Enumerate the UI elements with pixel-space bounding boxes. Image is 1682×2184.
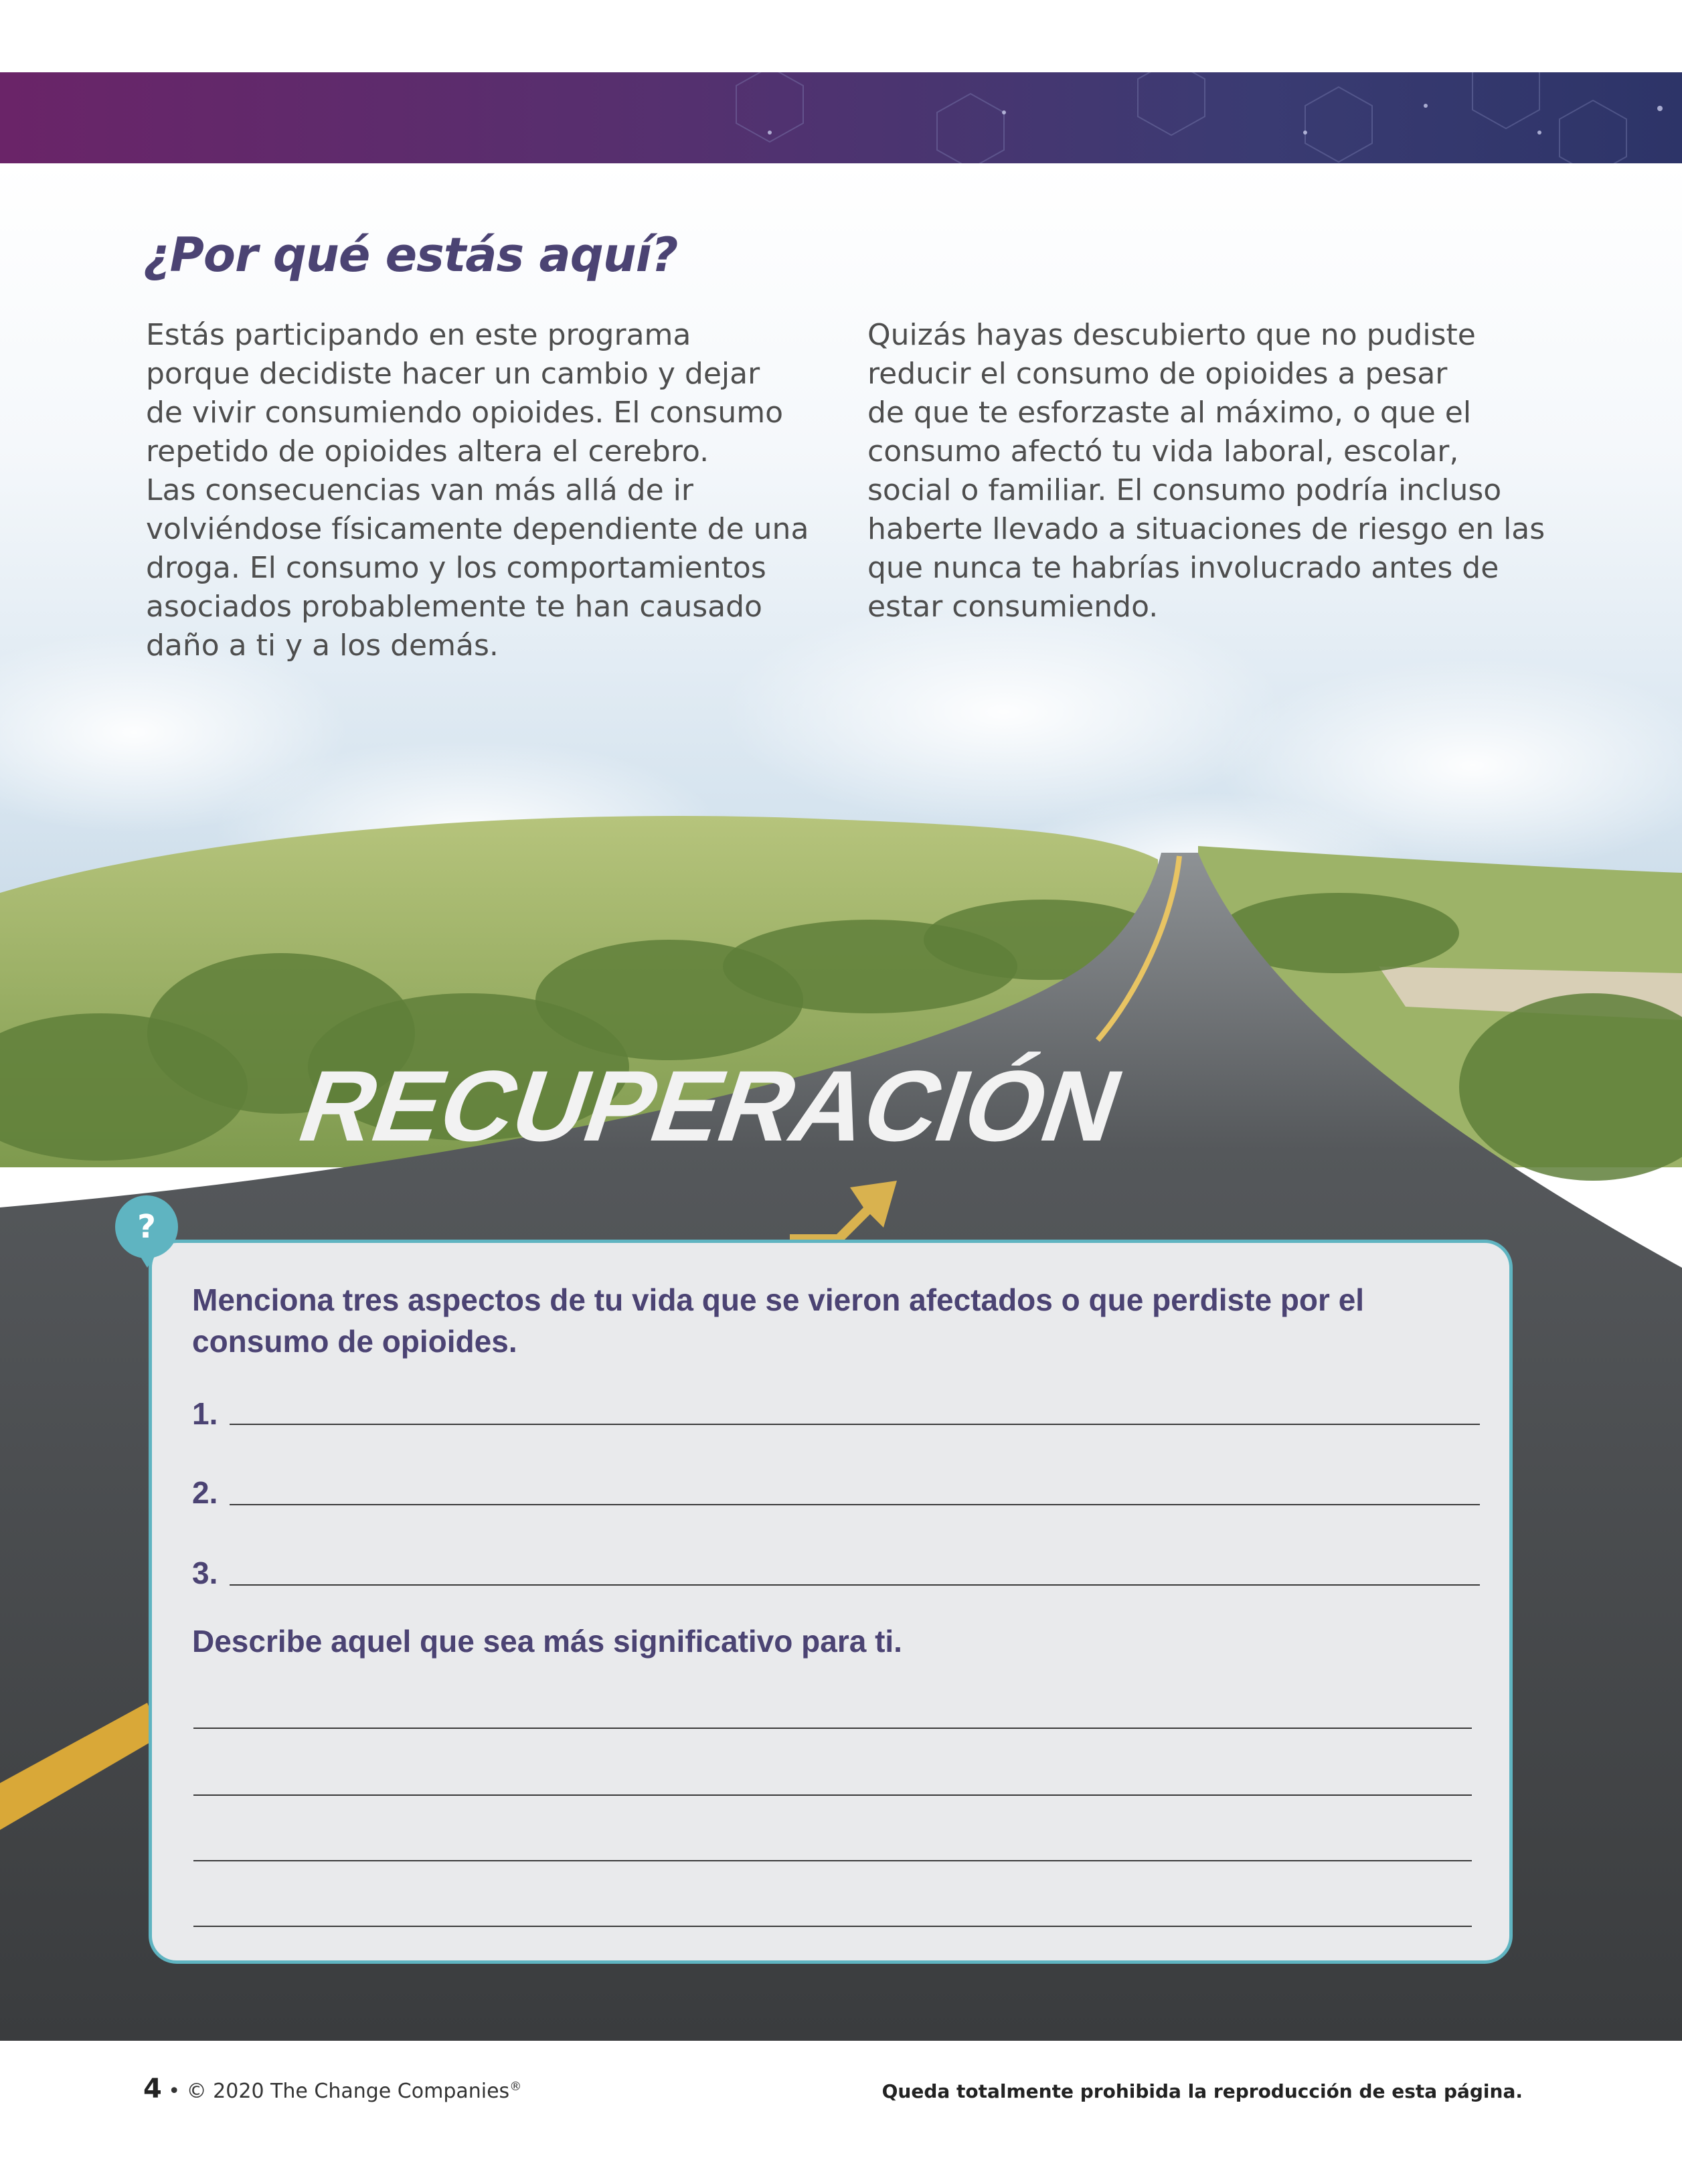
- text-line: droga. El consumo y los comportamientos: [146, 551, 766, 585]
- text-line: reducir el consumo de opioides a pesar: [867, 357, 1448, 391]
- question-card: [149, 1240, 1513, 1964]
- text-line: porque decidiste hacer un cambio y dejar: [146, 357, 760, 391]
- item-number-3: 3.: [192, 1556, 218, 1590]
- header-band: [0, 72, 1682, 163]
- text-line: haberte llevado a situaciones de riesgo en las: [867, 512, 1545, 546]
- page-title: ¿Por qué estás aquí?: [143, 228, 678, 282]
- intro-left-column: [146, 316, 809, 665]
- text-line: que nunca te habrías involucrado antes de: [867, 551, 1499, 585]
- text-line: Quizás hayas descubierto que no pudiste: [867, 318, 1476, 352]
- writing-line[interactable]: [193, 1794, 1472, 1796]
- answer-line-3[interactable]: [230, 1584, 1480, 1586]
- text-line: volviéndose físicamente dependiente de una: [146, 512, 809, 546]
- text-line: daño a ti y a los demás.: [146, 628, 499, 663]
- item-number-2: 2.: [192, 1475, 218, 1510]
- page-number: 4: [143, 2074, 162, 2104]
- hexagon-pattern: [0, 72, 1682, 163]
- registered-mark: ®: [509, 2080, 522, 2094]
- item-number-1: 1.: [192, 1396, 218, 1431]
- text-line: consumo afectó tu vida laboral, escolar,: [867, 434, 1459, 469]
- text-line: social o familiar. El consumo podría incluso: [867, 473, 1502, 507]
- text-line: estar consumiendo.: [867, 590, 1159, 624]
- writing-line[interactable]: [193, 1728, 1472, 1729]
- writing-line[interactable]: [193, 1926, 1472, 1927]
- text-line: asociados probablemente te han causado: [146, 590, 762, 624]
- text-line: Estás participando en este programa: [146, 318, 691, 352]
- question-badge-icon: ?: [115, 1195, 178, 1258]
- answer-line-2[interactable]: [230, 1504, 1480, 1505]
- footer-left: [143, 2074, 521, 2104]
- footer-bullet: •: [168, 2080, 181, 2103]
- reproduction-notice: Queda totalmente prohibida la reproducción de esta página.: [881, 2080, 1523, 2102]
- text-line: de vivir consumiendo opioides. El consumo: [146, 396, 783, 430]
- text-line: de que te esforzaste al máximo, o que el: [867, 396, 1472, 430]
- text-line: repetido de opioides altera el cerebro.: [146, 434, 709, 469]
- question-prompt: Menciona tres aspectos de tu vida que se vieron afectados o que perdiste por el consumo de opioides.: [192, 1282, 1365, 1359]
- copyright: © 2020 The Change Companies: [186, 2080, 510, 2103]
- intro-right-column: [867, 316, 1545, 626]
- question-prompt-2: Describe aquel que sea más significativo para ti.: [192, 1624, 902, 1659]
- road-word: RECUPERACIÓN: [285, 1049, 1137, 1163]
- answer-line-1[interactable]: [230, 1424, 1480, 1425]
- writing-line[interactable]: [193, 1860, 1472, 1861]
- text-line: Las consecuencias van más allá de ir: [146, 473, 693, 507]
- question-badge-tail: [137, 1250, 158, 1268]
